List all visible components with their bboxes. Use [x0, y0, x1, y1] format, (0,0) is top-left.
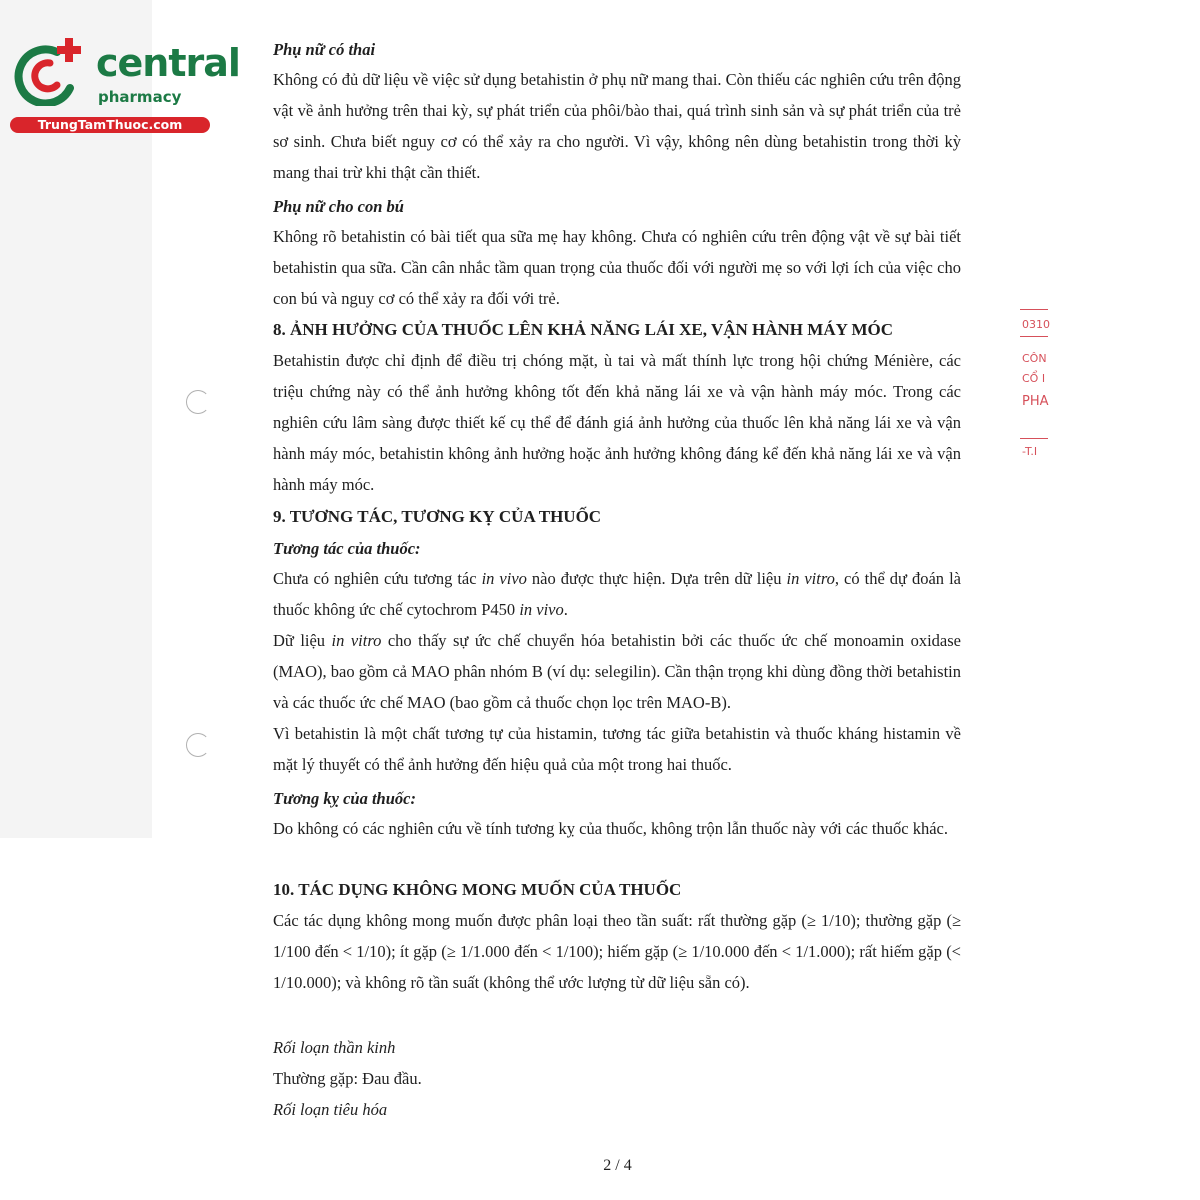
- paragraph-incompatibilities: Do không có các nghiên cứu về tính tương kỵ của thuốc, không trộn lẫn thuốc này với các thuốc khác.: [273, 819, 948, 838]
- central-pharmacy-logo[interactable]: [10, 38, 240, 138]
- text-run: nào được thực hiện. Dựa trên dữ liệu: [526, 569, 787, 588]
- text-run: Dữ liệu: [273, 631, 332, 650]
- paragraph-nursing: Không rõ betahistin có bài tiết qua sữa mẹ hay không. Chưa có nghiên cứu trên động vật về sự bài tiết betahistin qua sữa. Cần cân nhắc tầm quan trọng của thuốc đối với người mẹ so với lợi ích của việc cho con bú và nguy cơ có thể xảy ra đối với trẻ.: [273, 227, 961, 308]
- stamp-line: [1020, 438, 1048, 439]
- subheading-interactions: Tương tác của thuốc:: [273, 539, 421, 558]
- red-stamp: [1018, 305, 1058, 475]
- page-number: 2 / 4: [603, 1157, 632, 1174]
- subheading-pregnant: Phụ nữ có thai: [273, 40, 376, 59]
- text-run: , có thể dự đoán là thuốc không ức chế cytochrom P450: [273, 569, 961, 619]
- text-run-italic: in vitro: [786, 569, 835, 588]
- paragraph-pregnant: Không có đủ dữ liệu về việc sử dụng betahistin ở phụ nữ mang thai. Còn thiếu các nghiên cứu trên động vật về ảnh hưởng trên thai kỳ, sự phát triển của phôi/bào thai, quá trình sinh sản và sự phát triển của trẻ sơ sinh. Chưa biết nguy cơ có thể xảy ra cho người. Vì vậy, không nên dùng betahistin trong thời kỳ mang thai trừ khi thật cần thiết.: [273, 70, 961, 182]
- stamp-text: -T.I: [1022, 445, 1038, 458]
- paragraph-section-10: Các tác dụng không mong muốn được phân loại theo tần suất: rất thường gặp (≥ 1/10); thường gặp (≥ 1/100 đến < 1/10); ít gặp (≥ 1/1.000 đến < 1/100); hiếm gặp (≥ 1/10.000 đến < 1/1.000); rất hiếm gặp (< 1/10.000); và không rõ tần suất (không thể ước lượng từ dữ liệu sẵn có).: [273, 911, 961, 992]
- text-run: Chưa có nghiên cứu tương tác: [273, 569, 482, 588]
- text-run-italic: in vivo: [519, 600, 564, 619]
- punch-hole: [186, 390, 210, 414]
- section-heading-10: 10. TÁC DỤNG KHÔNG MONG MUỐN CỦA THUỐC: [273, 880, 682, 899]
- section-heading-8: 8. ẢNH HƯỞNG CỦA THUỐC LÊN KHẢ NĂNG LÁI XE, VẬN HÀNH MÁY MÓC: [273, 320, 894, 339]
- section-heading-9: 9. TƯƠNG TÁC, TƯƠNG KỴ CỦA THUỐC: [273, 507, 602, 526]
- logo-brand: central: [96, 41, 240, 85]
- stamp-line: [1020, 336, 1048, 337]
- stamp-text: PHA: [1022, 394, 1049, 409]
- paragraph-interactions-2: [273, 625, 961, 718]
- logo-sub: pharmacy: [98, 88, 182, 106]
- stamp-text: 0310: [1022, 318, 1050, 331]
- stamp-text: CỔ I: [1022, 372, 1046, 385]
- text-run: cho thấy sự ức chế chuyển hóa betahistin bởi các thuốc ức chế monoamin oxidase (MAO), bao gồm cả MAO phân nhóm B (ví dụ: selegilin). Cần thận trọng khi dùng đồng thời betahistin và các thuốc ức chế MAO (bao gồm cả thuốc chọn lọc trên MAO-B).: [273, 631, 962, 712]
- neuro-effects: Thường gặp: Đau đầu.: [273, 1069, 422, 1088]
- subheading-nursing: Phụ nữ cho con bú: [273, 197, 404, 216]
- punch-hole: [186, 733, 210, 757]
- stamp-text: CÔN: [1022, 352, 1047, 365]
- text-run-italic: in vivo: [481, 569, 527, 588]
- text-run-italic: in vitro: [331, 631, 382, 650]
- subheading-incompatibilities: Tương kỵ của thuốc:: [273, 789, 416, 808]
- category-neuro: Rối loạn thần kinh: [273, 1038, 396, 1057]
- paragraph-interactions-1: [273, 563, 961, 625]
- pharmacy-cross-logo-icon: [10, 38, 88, 106]
- logo-site[interactable]: TrungTamThuoc.com: [10, 117, 210, 133]
- category-digestive: Rối loạn tiêu hóa: [273, 1100, 388, 1119]
- paragraph-section-8: Betahistin được chỉ định để điều trị chóng mặt, ù tai và mất thính lực trong hội chứng Ménière, các triệu chứng này có thể ảnh hưởng không tốt đến khả năng lái xe và vận hành máy móc. Trong các nghiên cứu lâm sàng được thiết kế cụ thể để đánh giá ảnh hưởng của thuốc lên khả năng lái xe và vận hành máy móc, betahistin không ảnh hưởng hoặc ảnh hưởng không đáng kể đến khả năng lái xe và vận hành máy móc.: [273, 351, 961, 494]
- text-run: .: [563, 600, 568, 619]
- stamp-line: [1020, 309, 1048, 310]
- paragraph-interactions-3: Vì betahistin là một chất tương tự của histamin, tương tác giữa betahistin và thuốc kháng histamin về mặt lý thuyết có thể ảnh hưởng đến hiệu quả của một trong hai thuốc.: [273, 724, 961, 774]
